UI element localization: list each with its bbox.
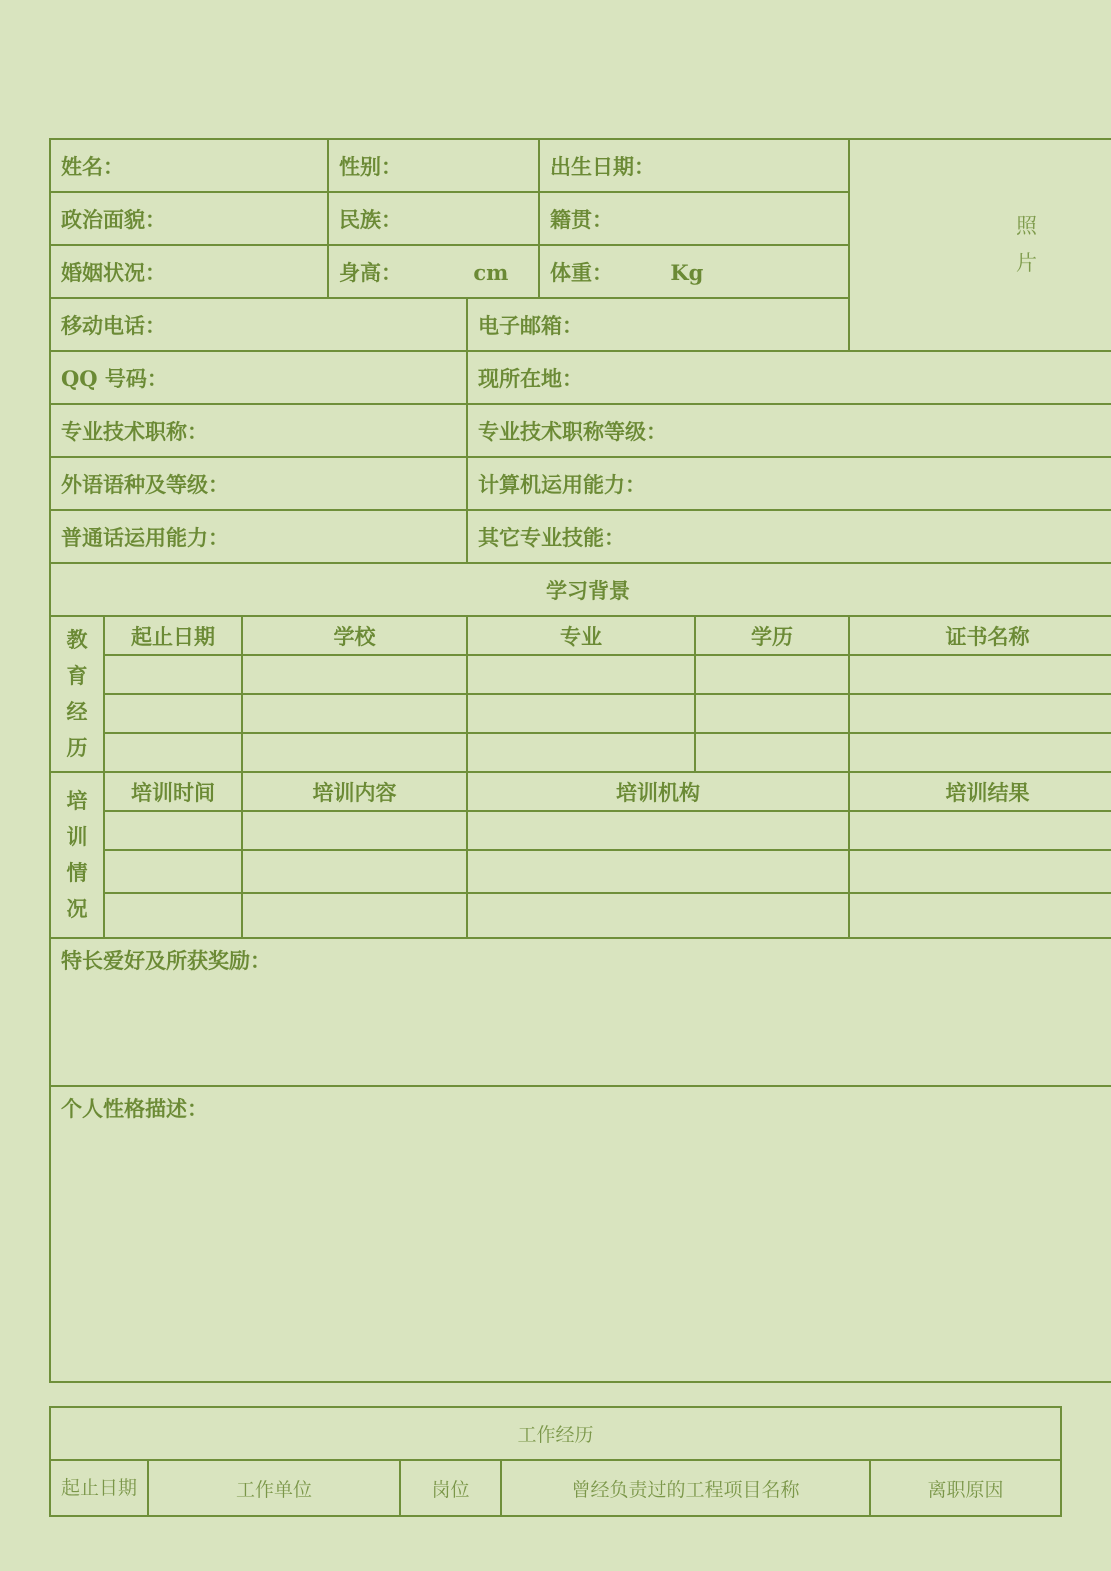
education-cell[interactable] (695, 733, 849, 772)
training-cell[interactable] (104, 811, 242, 850)
education-cell[interactable] (467, 733, 695, 772)
work-experience-header: 工作经历 (50, 1407, 1061, 1460)
training-cell[interactable] (104, 893, 242, 938)
education-cell[interactable] (849, 733, 1111, 772)
education-col-school: 学校 (242, 616, 467, 655)
training-col-result: 培训结果 (849, 772, 1111, 811)
education-cell[interactable] (467, 655, 695, 694)
training-col-content: 培训内容 (242, 772, 467, 811)
training-cell[interactable] (849, 850, 1111, 893)
foreign-language-field[interactable]: 外语语种及等级： (50, 457, 467, 510)
height-label: 身高： (339, 259, 403, 285)
height-field[interactable] (328, 245, 539, 298)
professional-title-field[interactable]: 专业技术职称： (50, 404, 467, 457)
education-label-char: 经 (66, 699, 88, 724)
native-place-field[interactable]: 籍贯： (539, 192, 849, 245)
resume-table (49, 138, 1111, 1383)
education-cell[interactable] (242, 655, 467, 694)
training-cell[interactable] (467, 850, 849, 893)
training-cell[interactable] (242, 811, 467, 850)
training-col-institution: 培训机构 (467, 772, 849, 811)
political-status-field[interactable]: 政治面貌： (50, 192, 328, 245)
education-label-char: 历 (66, 735, 88, 760)
education-cell[interactable] (104, 655, 242, 694)
training-row (50, 811, 1111, 850)
education-row (50, 655, 1111, 694)
training-cell[interactable] (849, 811, 1111, 850)
work-col-position: 岗位 (400, 1460, 501, 1516)
weight-label: 体重： (550, 259, 614, 285)
work-experience-table (49, 1406, 1062, 1517)
work-col-dates: 起止日期 (50, 1460, 148, 1516)
email-field[interactable]: 电子邮箱： (467, 298, 849, 351)
training-row (50, 893, 1111, 938)
training-cell[interactable] (242, 893, 467, 938)
study-background-header: 学习背景 (50, 563, 1111, 616)
training-label-char: 训 (66, 824, 88, 849)
photo-label-2: 片 (1016, 251, 1038, 275)
education-col-major: 专业 (467, 616, 695, 655)
education-cell[interactable] (104, 733, 242, 772)
mobile-phone-field[interactable]: 移动电话： (50, 298, 467, 351)
gender-field[interactable]: 性别： (328, 139, 539, 192)
education-col-degree: 学历 (695, 616, 849, 655)
education-row (50, 733, 1111, 772)
hobbies-awards-field[interactable]: 特长爱好及所获奖励： (50, 938, 1111, 1086)
education-cell[interactable] (242, 694, 467, 733)
education-label-char: 教 (66, 627, 88, 652)
mandarin-field[interactable]: 普通话运用能力： (50, 510, 467, 563)
resume-form (49, 138, 1062, 1383)
education-cell[interactable] (695, 655, 849, 694)
personality-field[interactable]: 个人性格描述： (50, 1086, 1111, 1382)
training-label-char: 培 (66, 788, 88, 813)
photo-box[interactable] (849, 139, 1111, 351)
qq-field[interactable]: QQ 号码： (50, 351, 467, 404)
education-label-char: 育 (66, 663, 88, 688)
training-label-char: 况 (66, 896, 88, 921)
work-col-projects: 曾经负责过的工程项目名称 (501, 1460, 870, 1516)
education-cell[interactable] (849, 694, 1111, 733)
work-col-employer: 工作单位 (148, 1460, 400, 1516)
training-row (50, 850, 1111, 893)
professional-title-level-field[interactable]: 专业技术职称等级： (467, 404, 1111, 457)
marital-status-field[interactable]: 婚姻状况： (50, 245, 328, 298)
weight-field[interactable] (539, 245, 849, 298)
training-cell[interactable] (467, 893, 849, 938)
training-cell[interactable] (104, 850, 242, 893)
training-col-time: 培训时间 (104, 772, 242, 811)
work-col-leave-reason: 离职原因 (870, 1460, 1061, 1516)
education-cell[interactable] (467, 694, 695, 733)
training-cell[interactable] (467, 811, 849, 850)
education-col-dates: 起止日期 (104, 616, 242, 655)
education-label (50, 616, 104, 772)
education-row (50, 694, 1111, 733)
work-experience-section (49, 1406, 1060, 1515)
other-skills-field[interactable]: 其它专业技能： (467, 510, 1111, 563)
location-field[interactable]: 现所在地： (467, 351, 1111, 404)
height-unit: cm (473, 259, 509, 285)
ethnicity-field[interactable]: 民族： (328, 192, 539, 245)
training-label-char: 情 (66, 860, 88, 885)
birth-date-field[interactable]: 出生日期： (539, 139, 849, 192)
education-cell[interactable] (242, 733, 467, 772)
name-field[interactable]: 姓名： (50, 139, 328, 192)
education-cell[interactable] (104, 694, 242, 733)
computer-skills-field[interactable]: 计算机运用能力： (467, 457, 1111, 510)
education-col-certificate: 证书名称 (849, 616, 1111, 655)
education-cell[interactable] (695, 694, 849, 733)
training-cell[interactable] (849, 893, 1111, 938)
weight-unit: Kg (670, 259, 704, 285)
training-label (50, 772, 104, 938)
training-cell[interactable] (242, 850, 467, 893)
education-cell[interactable] (849, 655, 1111, 694)
photo-label-1: 照 (1016, 214, 1038, 238)
